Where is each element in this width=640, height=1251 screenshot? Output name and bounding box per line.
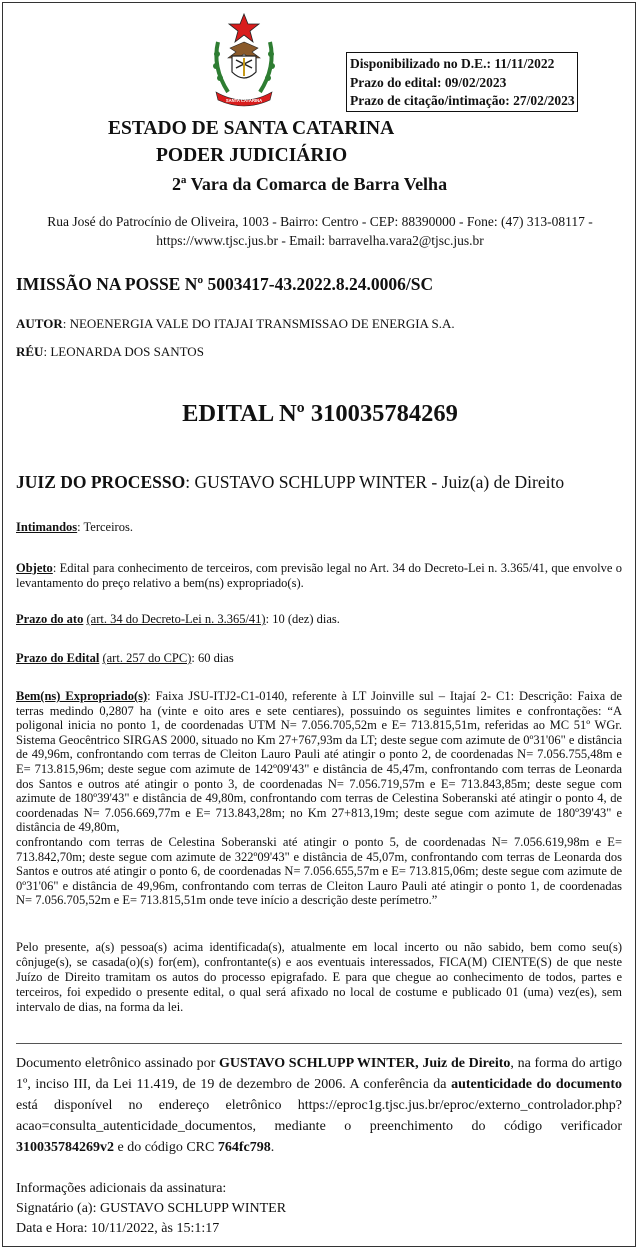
bens-paragraph [16,689,622,908]
court-heading: 2ª Vara da Comarca de Barra Velha [172,174,448,194]
reu-line [16,344,204,360]
verification-code: 310035784269v2 [16,1140,114,1155]
signature-text-3: está disponível no endereço eletrônico https://eproc1g.tjsc.jus.br/eproc/externo_controlador.php?acao=consulta_autenticidade_documentos, mediante o preenchimento do código verificador [16,1098,622,1134]
signature-text-1: Documento eletrônico assinado por [16,1056,219,1071]
publication-stamp [346,52,578,112]
stamp-citation-deadline: Prazo de citação/intimação: 27/02/2023 [350,93,575,108]
stamp-edital-deadline: Prazo do edital: 09/02/2023 [350,74,507,90]
stamp-availability: Disponibilizado no D.E.: 11/11/2022 [350,56,555,71]
signature-info-title: Informações adicionais da assinatura: [16,1181,227,1196]
autor-value: : NEOENERGIA VALE DO ITAJAI TRANSMISSAO DE ENERGIA S.A. [62,316,455,331]
authenticity-label: autenticidade do documento [451,1077,623,1092]
intimados-value: : Terceiros. [77,520,133,534]
crc-code: 764fc798 [217,1140,271,1155]
prazo-edital-label: Prazo do Edital [16,651,100,665]
judge-line [16,472,564,493]
process-title: IMISSÃO NA POSSE Nº 5003417-43.2022.8.24.0006/SC [16,274,434,294]
prazo-ato-ref: (art. 34 do Decreto-Lei n. 3.365/41) [86,612,266,626]
judge-label: JUIZ DO PROCESSO [16,472,186,492]
state-heading: ESTADO DE SANTA CATARINA [108,118,395,139]
divider [16,1043,622,1044]
reu-value: : LEONARDA DOS SANTOS [43,344,204,359]
intimados-label: Intimandos [16,520,78,534]
prazo-ato-label: Prazo do ato [16,612,84,626]
prazo-edital-paragraph [16,651,622,666]
bens-value-part2: confrontando com terras de Celestina Soberanski até atingir o ponto 5, de coordenadas N= 7.056.619,98m e E= 713.842,70m; deste segue com azimute de 322º09'43" e distância de 45,07m, confrontando com terras de Leonarda dos Santos e outros até atingir o ponto 6, de coordenadas N= 7.056.655,57m e E= 713.815,06m; deste segue com azimute de 0º31'06" e distância de 49,96m, confrontando com terras de Cleiton Lauro Pauli até atingir o ponto 1, de coordenadas N= 7.056.705,52m e E= 713.815,51m onde teve início a descrição deste perímetro.” [16,834,622,908]
objeto-value: : Edital para conhecimento de terceiros, com previsão legal no Art. 34 do Decreto-Lei n. 3.365/41, que envolve o levantamento do preço relativo a bem(ns) expropriado(s). [16,561,622,590]
court-address [18,212,622,250]
signature-text-4: e do código CRC [114,1140,218,1155]
objeto-paragraph [16,561,622,591]
crest-ribbon-text: SANTA CATARINA [225,98,263,103]
objeto-label: Objeto [16,561,53,575]
signature-text-2: , na forma do artigo 1º, inciso III, da Lei 11.419, de 19 de dezembro de 2006. A conferência da [16,1056,622,1092]
bens-value-part1: : Faixa JSU-ITJ2-C1-0140, referente à LT Joinville sul – Itajaí 2- C1: Descrição: Faixa de terras medindo 0,2807 ha (vinte e oito ares e sete centiares), possuindo os seguintes limites e confrontações: “A poligonal inicia no ponto 1, de coordenadas UTM N= 7.056.705,52m e E= 713.815,51m, referidas ao MC 51º WGr. Sistema Geocêntrico SIRGAS 2000, situado no Km 27+767,93m da LT; deste segue com azimute de 0º31'06" e distância de 49,96m, confrontando com terras de Cleiton Lauro Pauli até atingir o ponto 2, de coordenadas N= 7.056.755,48m e E= 713.815,96m; deste segue com azimute de 142º09'43" e distância de 45,47m, confrontando com terras de Leonarda dos Santos e outros até atingir o ponto 3, de coordenadas N= 7.056.719,57m e E= 713.843,85m; deste segue com azimute de 180º39'43" e distância de 49,80m, confrontando com terras de Celestina Soberanski até atingir o ponto 4, de coordenadas N= 7.056.669,77m e E= 713.843,28m; no Km 27+813,19m; deste segue com azimute de 180º39'43" e distância de 49,80m, [16,689,622,835]
prazo-edital-value: : 60 dias [191,651,234,665]
prazo-edital-ref: (art. 257 do CPC) [102,651,192,665]
prazo-ato-paragraph [16,612,622,627]
judge-value: : GUSTAVO SCHLUPP WINTER - Juiz(a) de Direito [185,472,565,492]
prazo-ato-value: : 10 (dez) dias. [265,612,340,626]
pelo-presente-paragraph: Pelo presente, a(s) pessoa(s) acima identificada(s), atualmente em local incerto ou não sabido, bem como seu(s) cônjuge(s), se casada(o)(s) for(em), confrontante(s) e aos eventuais interessados, FICA(M) CIENTE(S) de que neste Juízo de Direito tramitam os autos do processo epigrafado. E para que chegue ao conhecimento de todos, partes e terceiros, foi expedido o presente edital, o qual será afixado no local de costume e publicado 01 (uma) vez(es), sem intervalo de dias, na forma da lei. [16,940,622,1014]
signer-name: GUSTAVO SCHLUPP WINTER, Juiz de Direito [218,1056,511,1071]
sign-date-time: Data e Hora: 10/11/2022, às 15:1:17 [16,1221,220,1236]
signature-text-5: . [270,1140,275,1155]
bens-label: Bem(ns) Expropriado(s) [16,689,148,703]
branch-heading: PODER JUDICIÁRIO [156,145,348,166]
signatory: Signatário (a): GUSTAVO SCHLUPP WINTER [16,1201,287,1216]
autor-label: AUTOR [16,316,63,331]
edital-title: EDITAL Nº 310035784269 [182,400,458,427]
signature-paragraph [16,1053,622,1158]
autor-line [16,316,455,332]
reu-label: RÉU [16,344,44,359]
intimados-paragraph [16,520,622,535]
address-line-2: https://www.tjsc.jus.br - Email: barravelha.vara2@tjsc.jus.br [156,233,484,248]
address-line-1: Rua José do Patrocínio de Oliveira, 1003 - Bairro: Centro - CEP: 88390000 - Fone: (47) 313-08117 - [47,214,593,229]
state-coat-of-arms [208,12,280,110]
